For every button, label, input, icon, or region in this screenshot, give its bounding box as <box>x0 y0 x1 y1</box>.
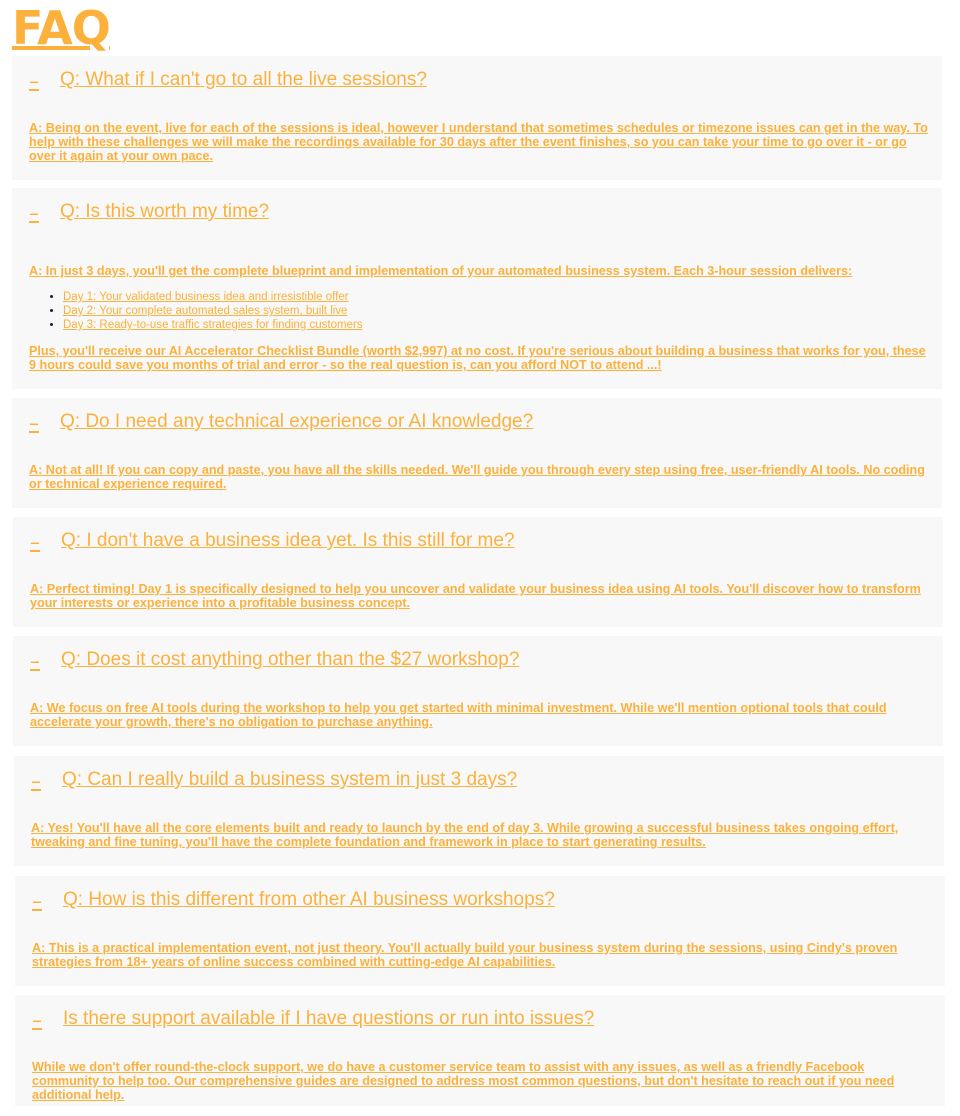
faq-answer: A: Yes! You'll have all the core elements built and ready to launch by the end of day 3. While growing a successful business takes ongoing effort, tweaking and fine tuning, you'll have the complete foundation and framework in place to start generating results. <box>31 821 899 849</box>
faq-answer: A: This is a practical implementation event, not just theory. You'll actually build your business system during the sessions, using Cindy's proven strategies from 18+ years of online success combined with cutting-edge AI capabilities. <box>32 941 898 969</box>
collapse-toggle-icon[interactable]: – <box>30 530 40 554</box>
collapse-toggle-icon[interactable]: – <box>31 769 41 793</box>
list-item: • Day 2: Your complete automated sales system, built live <box>63 304 363 318</box>
faq-answer: A: In just 3 days, you'll get the complete blueprint and implementation of your automated business system. Each 3-hour session delivers: <box>29 264 853 278</box>
faq-item <box>12 188 942 389</box>
faq-item <box>12 398 942 508</box>
faq-answer: A: Not at all! If you can copy and paste, you have all the skills needed. We'll guide you through every step using free, user-friendly AI tools. No coding or technical experience required. <box>29 463 925 491</box>
collapse-toggle-icon[interactable]: – <box>32 1008 42 1032</box>
faq-item <box>15 876 945 986</box>
faq-answer-extra: Plus, you'll receive our AI Accelerator Checklist Bundle (worth $2,997) at no cost. If you're serious about building a business that works for you, these 9 hours could save you months of trial and error - so the real question is, can you afford NOT to attend ...! <box>29 344 926 372</box>
collapse-toggle-icon[interactable]: – <box>29 69 39 93</box>
faq-item <box>13 517 943 627</box>
faq-question[interactable]: Q: What if I can't go to all the live sessions? <box>60 69 427 90</box>
collapse-toggle-icon[interactable]: – <box>29 201 39 225</box>
list-item: • Day 1: Your validated business idea and irresistible offer <box>63 290 363 304</box>
faq-question[interactable]: Q: Is this worth my time? <box>60 201 270 222</box>
page-title: FAQ <box>12 1 110 55</box>
collapse-toggle-icon[interactable]: – <box>30 649 40 673</box>
collapse-toggle-icon[interactable]: – <box>32 889 42 913</box>
faq-question[interactable]: Q: Do I need any technical experience or AI knowledge? <box>60 411 534 432</box>
faq-answer: A: Being on the event, live for each of the sessions is ideal, however I understand that sometimes schedules or timezone issues can get in the way. To help with these challenges we will make the recordings available for 30 days after the event finishes, so you can take your time to go over it - or go over it again at your own pace. <box>29 121 928 163</box>
faq-question[interactable]: Q: I don't have a business idea yet. Is this still for me? <box>61 530 515 551</box>
faq-question[interactable]: Q: Does it cost anything other than the $27 workshop? <box>61 649 520 670</box>
faq-question[interactable]: Is there support available if I have questions or run into issues? <box>63 1008 595 1029</box>
faq-item <box>12 56 942 180</box>
faq-answer: While we don't offer round-the-clock support, we do have a customer service team to assist with any issues, as well as a friendly Facebook community to help too. Our comprehensive guides are designed to address most common questions, but don't hesitate to reach out if you need additional help. <box>32 1060 895 1102</box>
faq-item <box>13 636 943 746</box>
list-item: • Day 3: Ready-to-use traffic strategies for finding customers <box>63 318 363 332</box>
day-list <box>43 290 363 332</box>
faq-answer: A: We focus on free AI tools during the workshop to help you get started with minimal investment. While we'll mention optional tools that could accelerate your growth, there's no obligation to purchase anything. <box>30 701 887 729</box>
faq-item <box>14 756 944 866</box>
faq-item <box>15 995 945 1106</box>
faq-question[interactable]: Q: Can I really build a business system in just 3 days? <box>62 769 518 790</box>
faq-question[interactable]: Q: How is this different from other AI business workshops? <box>63 889 555 910</box>
faq-answer: A: Perfect timing! Day 1 is specifically designed to help you uncover and validate your business idea using AI tools. You'll discover how to transform your interests or experience into a profitable business concept. <box>30 582 921 610</box>
collapse-toggle-icon[interactable]: – <box>29 411 39 435</box>
